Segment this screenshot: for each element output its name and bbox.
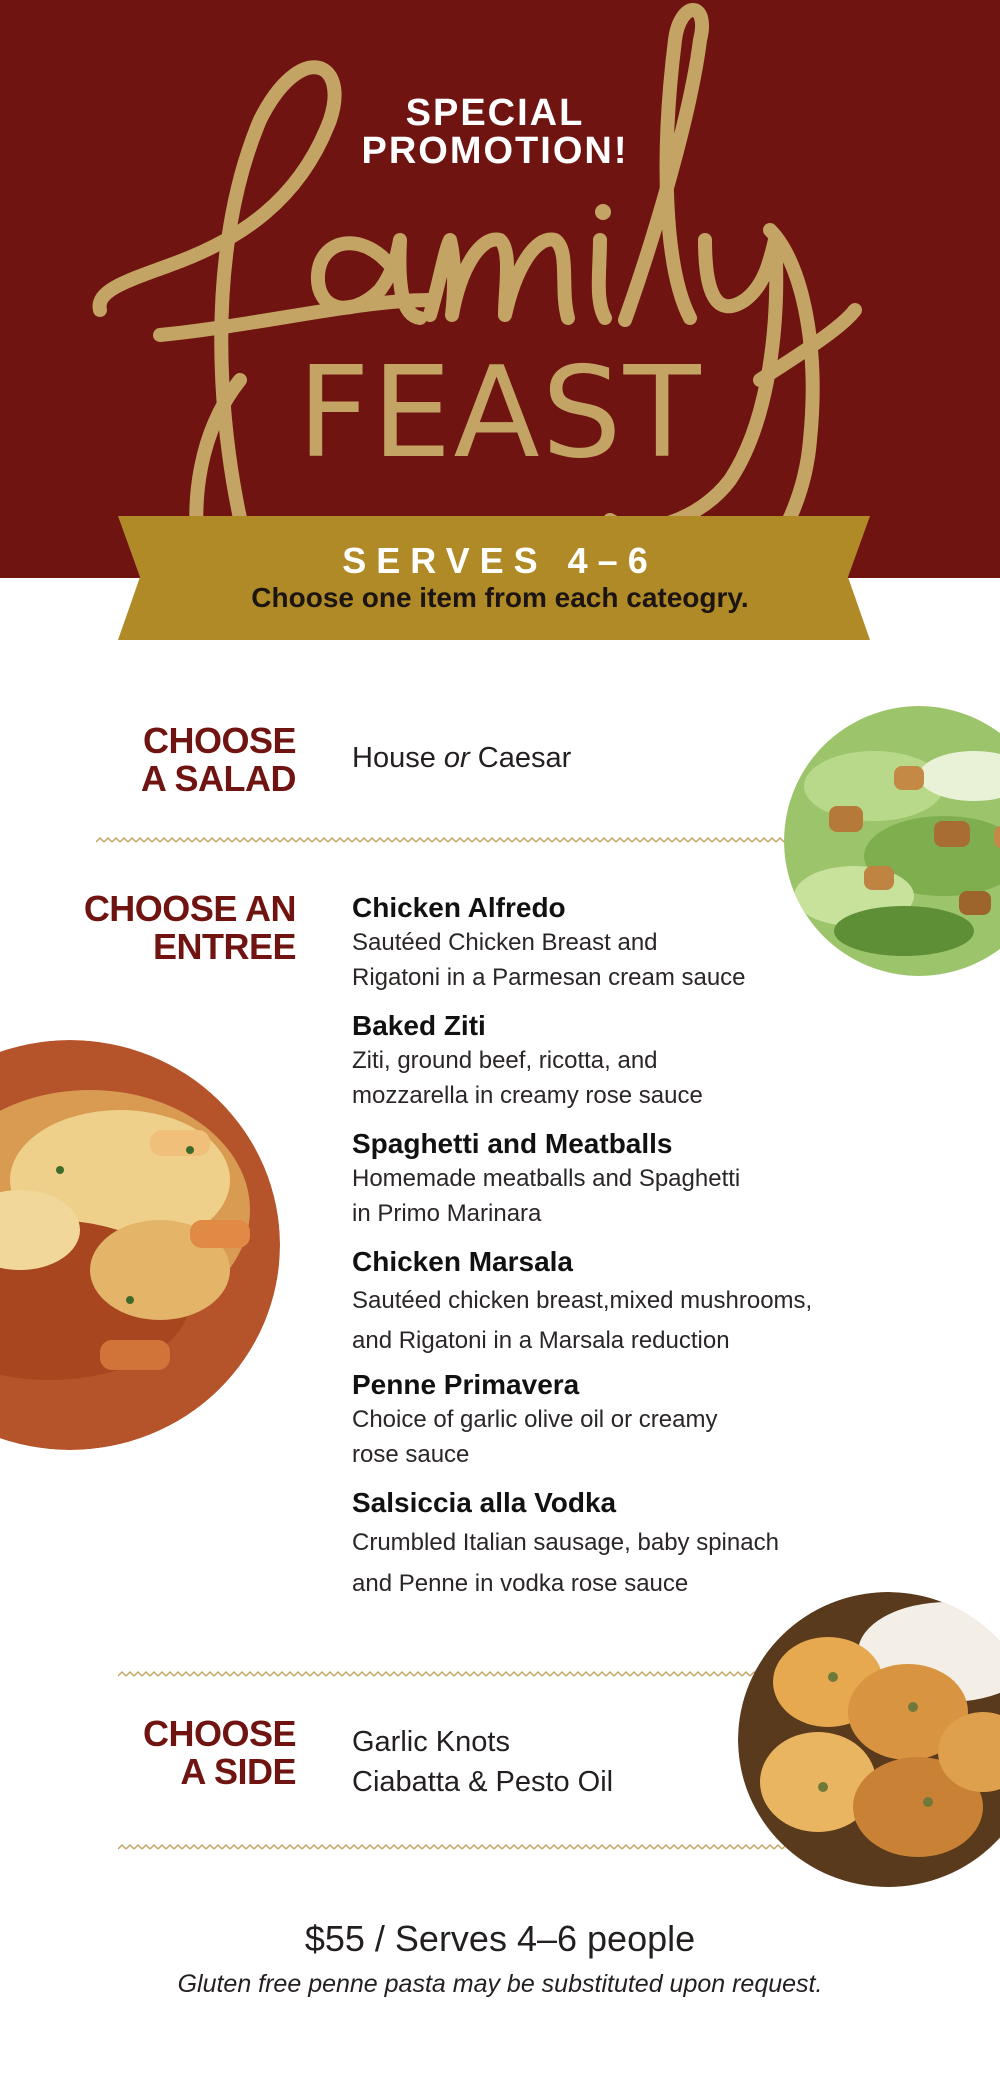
entree-label-line1: CHOOSE AN <box>83 888 296 929</box>
entree-name: Baked Ziti <box>352 1010 486 1041</box>
salad-connector: or <box>443 742 470 774</box>
family-script-lettering <box>0 0 1000 578</box>
side-option-garlic-knots: Garlic Knots <box>352 1726 510 1758</box>
entree-desc-line: in Primo Marinara <box>352 1200 542 1227</box>
salad-options <box>352 742 571 775</box>
entree-desc-line: Crumbled Italian sausage, baby spinach <box>352 1529 779 1556</box>
side-category-label <box>143 1715 296 1791</box>
entree-desc-line: rose sauce <box>352 1441 470 1468</box>
serves-title: SERVES 4–6 <box>342 540 658 581</box>
divider-2 <box>118 1670 798 1678</box>
instructions-text: Choose one item from each cateogry. <box>251 582 749 613</box>
entree-category-label <box>84 890 296 966</box>
salad-category-label <box>141 722 296 798</box>
entree-label-line2: ENTREE <box>152 926 296 967</box>
entree-desc-line: Sautéed chicken breast,mixed mushrooms, <box>352 1287 813 1314</box>
entree-desc-line: Rigatoni in a Parmesan cream sauce <box>352 964 746 991</box>
entree-desc-line: and Rigatoni in a Marsala reduction <box>352 1327 730 1354</box>
feast-title: FEAST <box>297 339 703 486</box>
divider-1 <box>96 836 786 844</box>
salad-option-house: House <box>352 742 436 774</box>
side-label-line2: A SIDE <box>180 1751 296 1792</box>
promo-line-2: PROMOTION! <box>361 130 629 172</box>
entree-desc-line: mozzarella in creamy rose sauce <box>352 1082 703 1109</box>
entree-desc-line: Ziti, ground beef, ricotta, and <box>352 1047 658 1074</box>
entree-name: Salsiccia alla Vodka <box>352 1487 617 1518</box>
entree-description <box>352 1043 872 1113</box>
entree-name: Chicken Alfredo <box>352 892 566 923</box>
entree-desc-line: Sautéed Chicken Breast and <box>352 929 658 956</box>
header-banner <box>0 0 1000 578</box>
entree-description <box>352 1281 872 1361</box>
entree-description <box>352 1402 872 1472</box>
entree-desc-line: Choice of garlic olive oil or creamy <box>352 1406 718 1433</box>
salad-label-line1: CHOOSE <box>142 720 296 761</box>
entree-desc-line: Homemade meatballs and Spaghetti <box>352 1165 741 1192</box>
promo-line-1: SPECIAL <box>405 92 585 134</box>
entree-description <box>352 925 872 995</box>
divider-3 <box>118 1843 798 1851</box>
entree-desc-line: and Penne in vodka rose sauce <box>352 1570 689 1597</box>
gluten-free-note: Gluten free penne pasta may be substituted upon request. <box>177 1970 823 1998</box>
entree-name: Penne Primavera <box>352 1369 580 1400</box>
price-line: $55 / Serves 4–6 people <box>304 1918 696 1959</box>
entree-description <box>352 1161 872 1231</box>
side-option-ciabatta: Ciabatta & Pesto Oil <box>352 1766 614 1798</box>
entree-description <box>352 1522 872 1604</box>
salad-option-caesar: Caesar <box>477 742 572 774</box>
baked-ziti-photo <box>0 1040 280 1450</box>
entree-name: Spaghetti and Meatballs <box>352 1128 673 1159</box>
entree-name: Chicken Marsala <box>352 1246 573 1277</box>
side-options <box>352 1722 613 1802</box>
side-label-line1: CHOOSE <box>142 1713 296 1754</box>
salad-label-line2: A SALAD <box>140 758 296 799</box>
